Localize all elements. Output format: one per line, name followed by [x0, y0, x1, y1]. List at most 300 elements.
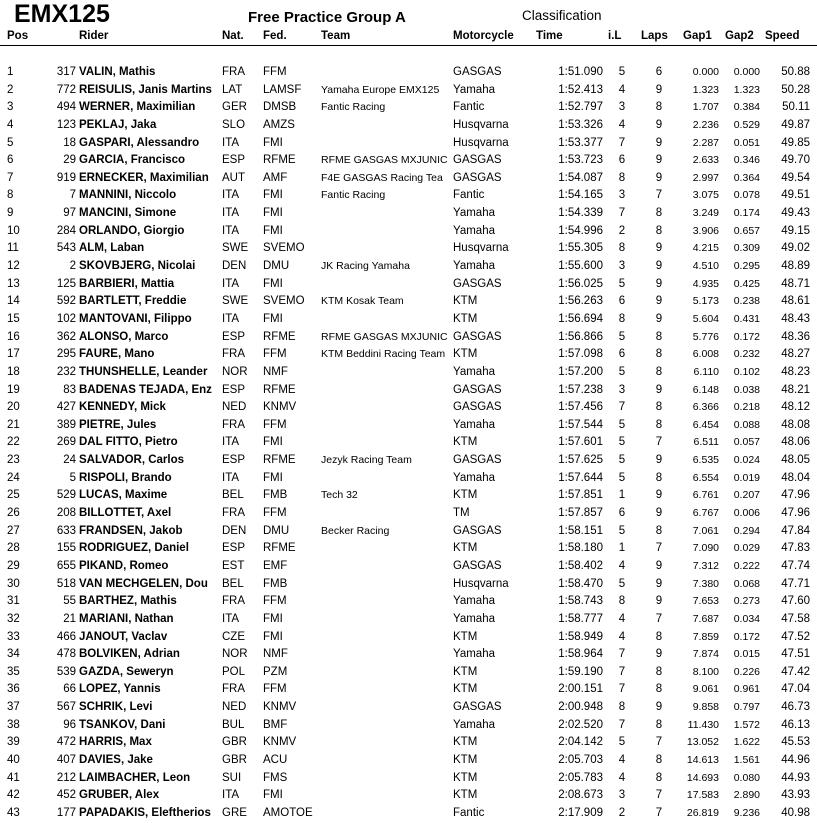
cell-time: 1:57.625 — [558, 454, 603, 467]
cell-gap1: 1.707 — [692, 101, 719, 114]
cell-gap1: 13.052 — [686, 736, 719, 749]
cell-pos: 9 — [7, 207, 14, 220]
cell-rider-name: SCHRIK, Levi — [79, 701, 153, 714]
cell-pos: 34 — [7, 648, 20, 661]
table-row — [0, 152, 817, 170]
cell-il: 4 — [618, 771, 626, 784]
cell-laps: 8 — [655, 524, 663, 537]
cell-motorcycle: Fantic — [453, 101, 485, 114]
cell-rider-number: 24 — [63, 454, 76, 467]
cell-rider-number: 295 — [56, 348, 76, 361]
cell-federation: FMI — [263, 612, 283, 625]
cell-rider-name: BILLOTTET, Axel — [79, 507, 172, 520]
cell-laps: 9 — [655, 136, 663, 149]
cell-time: 2:08.673 — [558, 789, 603, 802]
cell-rider-name: ERNECKER, Maximilian — [79, 171, 209, 184]
cell-pos: 29 — [7, 559, 20, 572]
cell-time: 2:00.948 — [558, 701, 603, 714]
cell-gap1: 2.633 — [692, 154, 719, 167]
cell-rider-number: 529 — [56, 489, 76, 502]
cell-gap1: 5.776 — [692, 330, 719, 343]
cell-rider-number: 389 — [56, 418, 76, 431]
document-type: Classification — [522, 8, 602, 23]
cell-motorcycle: KTM — [453, 771, 478, 784]
header-pos: Pos — [7, 30, 29, 42]
cell-rider-number: 7 — [69, 189, 76, 202]
cell-motorcycle: Yamaha — [453, 207, 495, 220]
cell-motorcycle: Yamaha — [453, 418, 495, 431]
cell-federation: SVEMO — [263, 242, 305, 255]
cell-rider-number: 269 — [56, 436, 76, 449]
cell-il: 4 — [618, 630, 626, 643]
cell-team: Jezyk Racing Team — [321, 454, 412, 467]
cell-motorcycle: GASGAS — [453, 383, 502, 396]
cell-laps: 9 — [655, 312, 663, 325]
cell-il: 4 — [618, 559, 626, 572]
cell-rider-name: DAVIES, Jake — [79, 753, 153, 766]
cell-gap1: 4.935 — [692, 277, 719, 290]
cell-gap1: 0.000 — [692, 66, 719, 78]
cell-time: 1:53.377 — [558, 136, 603, 149]
table-row — [0, 770, 817, 788]
cell-rider-number: 96 — [63, 718, 76, 731]
cell-laps: 9 — [655, 648, 663, 661]
cell-team: F4E GASGAS Racing Tea — [321, 171, 443, 184]
cell-speed: 47.74 — [781, 559, 810, 572]
cell-time: 2:04.142 — [558, 736, 603, 749]
table-row — [0, 487, 817, 505]
cell-laps: 9 — [655, 595, 663, 608]
cell-speed: 47.42 — [781, 665, 810, 678]
cell-pos: 7 — [7, 171, 14, 184]
cell-rider-name: RODRIGUEZ, Daniel — [79, 542, 189, 555]
cell-pos: 38 — [7, 718, 20, 731]
cell-gap2: 9.236 — [733, 806, 760, 819]
cell-pos: 26 — [7, 507, 20, 520]
cell-team: Becker Racing — [321, 524, 390, 537]
cell-laps: 8 — [655, 683, 663, 696]
cell-pos: 3 — [7, 101, 14, 114]
cell-laps: 7 — [655, 436, 663, 449]
cell-gap2: 0.078 — [733, 189, 760, 202]
cell-motorcycle: GASGAS — [453, 401, 502, 414]
cell-federation: FMI — [263, 224, 283, 237]
cell-nationality: EST — [222, 559, 245, 572]
cell-laps: 9 — [655, 277, 663, 290]
cell-speed: 44.93 — [781, 771, 810, 784]
series-title: EMX125 — [14, 0, 110, 28]
cell-gap1: 7.312 — [692, 559, 719, 572]
cell-time: 1:58.180 — [558, 542, 603, 555]
table-row — [0, 135, 817, 153]
cell-gap2: 0.038 — [733, 383, 760, 396]
cell-federation: AMF — [263, 171, 288, 184]
cell-il: 6 — [618, 154, 626, 167]
cell-rider-number: 18 — [63, 136, 76, 149]
cell-rider-number: 494 — [56, 101, 76, 114]
cell-speed: 49.70 — [781, 154, 810, 167]
cell-gap2: 0.102 — [733, 365, 760, 378]
cell-rider-name: GAZDA, Seweryn — [79, 665, 174, 678]
cell-motorcycle: Yamaha — [453, 224, 495, 237]
table-row — [0, 664, 817, 682]
cell-federation: FMI — [263, 189, 283, 202]
cell-motorcycle: KTM — [453, 683, 478, 696]
cell-gap2: 0.174 — [733, 207, 760, 220]
cell-nationality: ESP — [222, 542, 246, 555]
cell-team: RFME GASGAS MXJUNIC — [321, 154, 448, 167]
cell-rider-number: 772 — [56, 83, 76, 96]
cell-gap2: 0.019 — [733, 471, 760, 484]
cell-pos: 40 — [7, 753, 20, 766]
cell-nationality: FRA — [222, 348, 245, 361]
cell-rider-number: 177 — [56, 806, 76, 819]
cell-laps: 7 — [655, 612, 663, 625]
cell-speed: 50.11 — [782, 101, 810, 114]
cell-nationality: ITA — [222, 312, 240, 325]
cell-rider-number: 919 — [56, 171, 76, 184]
cell-nationality: ESP — [222, 154, 246, 167]
cell-motorcycle: KTM — [453, 348, 478, 361]
cell-rider-name: GARCIA, Francisco — [79, 154, 186, 167]
cell-rider-name: RISPOLI, Brando — [79, 471, 172, 484]
cell-federation: RFME — [263, 154, 296, 167]
cell-time: 1:54.165 — [558, 189, 603, 202]
table-row — [0, 629, 817, 647]
cell-pos: 5 — [7, 136, 14, 149]
cell-il: 7 — [618, 718, 626, 731]
cell-rider-number: 2 — [69, 260, 76, 273]
cell-il: 5 — [618, 524, 626, 537]
cell-nationality: NED — [222, 401, 247, 414]
cell-laps: 9 — [655, 577, 663, 590]
cell-laps: 8 — [655, 630, 663, 643]
cell-nationality: GRE — [222, 806, 247, 819]
cell-pos: 13 — [7, 277, 20, 290]
cell-speed: 49.43 — [781, 207, 810, 220]
cell-gap2: 0.226 — [733, 665, 760, 678]
cell-speed: 47.04 — [781, 683, 810, 696]
cell-time: 1:57.601 — [558, 436, 603, 449]
cell-gap2: 0.006 — [733, 507, 760, 520]
cell-pos: 37 — [7, 701, 20, 714]
cell-il: 5 — [618, 365, 626, 378]
cell-federation: FMI — [263, 312, 283, 325]
cell-il: 7 — [618, 683, 626, 696]
cell-il: 8 — [618, 701, 626, 714]
cell-nationality: ITA — [222, 207, 240, 220]
cell-gap1: 9.858 — [692, 701, 719, 714]
cell-federation: FMS — [263, 771, 288, 784]
cell-rider-number: 543 — [56, 242, 76, 255]
cell-speed: 47.83 — [781, 542, 810, 555]
cell-rider-number: 317 — [56, 66, 76, 78]
cell-rider-name: LUCAS, Maxime — [79, 489, 168, 502]
cell-rider-number: 539 — [56, 665, 76, 678]
cell-rider-number: 29 — [63, 154, 76, 167]
cell-motorcycle: Yamaha — [453, 648, 495, 661]
cell-il: 7 — [618, 665, 626, 678]
cell-il: 3 — [618, 260, 626, 273]
cell-pos: 33 — [7, 630, 20, 643]
cell-pos: 19 — [7, 383, 20, 396]
cell-laps: 7 — [655, 806, 663, 819]
cell-gap2: 1.622 — [733, 736, 760, 749]
cell-team: Fantic Racing — [321, 101, 386, 114]
cell-gap2: 0.797 — [733, 701, 760, 714]
cell-pos: 1 — [7, 66, 14, 78]
cell-nationality: FRA — [222, 66, 245, 78]
cell-time: 2:05.783 — [558, 771, 603, 784]
cell-speed: 50.28 — [781, 83, 810, 96]
cell-gap2: 0.088 — [733, 418, 760, 431]
cell-gap2: 0.015 — [733, 648, 760, 661]
cell-gap2: 0.218 — [733, 401, 760, 414]
cell-gap2: 1.323 — [733, 83, 760, 96]
cell-federation: KNMV — [263, 736, 297, 749]
cell-laps: 9 — [655, 295, 663, 308]
cell-nationality: NOR — [222, 365, 248, 378]
cell-laps: 9 — [655, 454, 663, 467]
table-row — [0, 223, 817, 241]
cell-gap2: 0.057 — [733, 436, 760, 449]
cell-speed: 48.43 — [781, 312, 810, 325]
cell-laps: 8 — [655, 471, 663, 484]
cell-nationality: DEN — [222, 524, 247, 537]
cell-pos: 32 — [7, 612, 20, 625]
cell-speed: 49.02 — [781, 242, 810, 255]
cell-rider-name: BARBIERI, Mattia — [79, 277, 175, 290]
cell-team: KTM Beddini Racing Team — [321, 348, 446, 361]
cell-time: 1:58.743 — [558, 595, 603, 608]
cell-laps: 9 — [655, 154, 663, 167]
cell-speed: 48.08 — [781, 418, 810, 431]
cell-federation: FFM — [263, 507, 287, 520]
cell-time: 1:57.200 — [558, 365, 603, 378]
cell-rider-number: 212 — [56, 771, 76, 784]
cell-pos: 11 — [7, 242, 19, 255]
cell-rider-name: ALM, Laban — [79, 242, 145, 255]
cell-pos: 41 — [7, 771, 20, 784]
cell-gap1: 7.653 — [692, 595, 719, 608]
cell-rider-name: TSANKOV, Dani — [79, 718, 166, 731]
cell-rider-number: 125 — [56, 277, 76, 290]
cell-motorcycle: KTM — [453, 295, 478, 308]
cell-rider-name: VALIN, Mathis — [79, 66, 156, 78]
cell-pos: 30 — [7, 577, 20, 590]
cell-nationality: GER — [222, 101, 247, 114]
cell-speed: 50.88 — [781, 66, 810, 78]
cell-time: 1:52.797 — [558, 101, 603, 114]
cell-time: 1:56.694 — [558, 312, 603, 325]
cell-team: Tech 32 — [321, 489, 358, 502]
cell-time: 1:56.263 — [558, 295, 603, 308]
table-row — [0, 805, 817, 823]
cell-motorcycle: GASGAS — [453, 330, 502, 343]
cell-rider-name: PIKAND, Romeo — [79, 559, 169, 572]
cell-rider-name: HARRIS, Max — [79, 736, 152, 749]
cell-motorcycle: Yamaha — [453, 595, 495, 608]
cell-pos: 21 — [7, 418, 20, 431]
cell-team: RFME GASGAS MXJUNIC — [321, 330, 448, 343]
cell-federation: KNMV — [263, 701, 297, 714]
cell-rider-name: PAPADAKIS, Eleftherios — [79, 806, 211, 819]
cell-gap2: 0.080 — [733, 771, 760, 784]
table-row — [0, 117, 817, 135]
table-row — [0, 540, 817, 558]
cell-team: KTM Kosak Team — [321, 295, 404, 308]
cell-pos: 10 — [7, 224, 20, 237]
cell-nationality: FRA — [222, 683, 245, 696]
table-row — [0, 717, 817, 735]
cell-speed: 47.51 — [781, 648, 810, 661]
cell-pos: 25 — [7, 489, 20, 502]
cell-gap1: 6.366 — [692, 401, 719, 414]
cell-time: 1:52.413 — [558, 83, 603, 96]
cell-rider-name: VAN MECHGELEN, Dou — [79, 577, 208, 590]
table-row — [0, 452, 817, 470]
cell-laps: 8 — [655, 418, 663, 431]
cell-federation: RFME — [263, 454, 296, 467]
cell-gap2: 0.232 — [733, 348, 760, 361]
cell-motorcycle: KTM — [453, 665, 478, 678]
cell-rider-name: FAURE, Mano — [79, 348, 155, 361]
cell-speed: 48.21 — [781, 383, 810, 396]
table-row — [0, 523, 817, 541]
cell-motorcycle: KTM — [453, 753, 478, 766]
cell-rider-name: LAIMBACHER, Leon — [79, 771, 191, 784]
cell-speed: 48.05 — [781, 454, 810, 467]
cell-il: 7 — [618, 648, 626, 661]
cell-speed: 48.27 — [781, 348, 810, 361]
header-nat: Nat. — [222, 30, 244, 42]
cell-nationality: ITA — [222, 612, 240, 625]
table-row — [0, 417, 817, 435]
cell-speed: 47.71 — [781, 577, 810, 590]
cell-gap2: 0.346 — [733, 154, 760, 167]
cell-rider-number: 478 — [56, 648, 76, 661]
table-row — [0, 329, 817, 347]
table-row — [0, 311, 817, 329]
table-row — [0, 399, 817, 417]
cell-time: 2:02.520 — [558, 718, 603, 731]
cell-il: 8 — [618, 312, 626, 325]
cell-pos: 20 — [7, 401, 20, 414]
table-row — [0, 752, 817, 770]
cell-rider-name: BARTHEZ, Mathis — [79, 595, 177, 608]
cell-il: 3 — [618, 101, 626, 114]
cell-gap2: 0.961 — [733, 683, 760, 696]
cell-pos: 16 — [7, 330, 20, 343]
cell-il: 8 — [618, 595, 626, 608]
cell-gap1: 3.249 — [692, 207, 719, 220]
cell-speed: 46.13 — [781, 718, 810, 731]
cell-nationality: FRA — [222, 418, 245, 431]
cell-rider-name: DAL FITTO, Pietro — [79, 436, 178, 449]
cell-rider-number: 21 — [63, 612, 76, 625]
cell-il: 8 — [618, 242, 626, 255]
cell-speed: 47.96 — [781, 489, 810, 502]
cell-gap2: 0.238 — [733, 295, 760, 308]
cell-speed: 49.54 — [781, 171, 810, 184]
cell-speed: 48.23 — [781, 365, 810, 378]
cell-gap2: 0.034 — [733, 612, 760, 625]
table-row — [0, 170, 817, 188]
cell-speed: 47.60 — [781, 595, 810, 608]
cell-il: 1 — [618, 542, 626, 555]
cell-nationality: ITA — [222, 277, 240, 290]
cell-gap1: 4.215 — [692, 242, 719, 255]
cell-pos: 43 — [7, 806, 20, 819]
cell-rider-name: MANNINI, Niccolo — [79, 189, 177, 202]
cell-motorcycle: GASGAS — [453, 277, 502, 290]
cell-motorcycle: KTM — [453, 630, 478, 643]
cell-rider-name: MANTOVANI, Filippo — [79, 312, 192, 325]
cell-nationality: SUI — [222, 771, 242, 784]
cell-rider-name: SALVADOR, Carlos — [79, 454, 185, 467]
cell-il: 5 — [618, 736, 626, 749]
cell-il: 8 — [618, 171, 626, 184]
cell-federation: RFME — [263, 383, 296, 396]
cell-time: 1:56.866 — [558, 330, 603, 343]
cell-federation: DMU — [263, 524, 290, 537]
cell-gap1: 5.173 — [692, 295, 719, 308]
cell-gap1: 6.454 — [692, 418, 719, 431]
cell-motorcycle: GASGAS — [453, 559, 502, 572]
cell-time: 1:58.964 — [558, 648, 603, 661]
cell-nationality: ITA — [222, 789, 240, 802]
cell-gap2: 0.024 — [733, 454, 760, 467]
cell-nationality: ITA — [222, 471, 240, 484]
cell-laps: 6 — [655, 66, 663, 78]
cell-il: 3 — [618, 383, 626, 396]
cell-gap2: 0.068 — [733, 577, 760, 590]
cell-rider-name: JANOUT, Vaclav — [79, 630, 168, 643]
cell-speed: 40.98 — [781, 806, 810, 819]
cell-pos: 28 — [7, 542, 20, 555]
cell-nationality: ESP — [222, 454, 246, 467]
cell-speed: 49.85 — [781, 136, 810, 149]
cell-pos: 18 — [7, 365, 20, 378]
cell-time: 1:54.996 — [558, 224, 603, 237]
cell-federation: ACU — [263, 753, 288, 766]
cell-speed: 48.71 — [781, 277, 810, 290]
cell-speed: 46.73 — [781, 701, 810, 714]
cell-rider-name: ALONSO, Marco — [79, 330, 169, 343]
table-row — [0, 205, 817, 223]
cell-gap2: 1.561 — [733, 753, 760, 766]
cell-pos: 27 — [7, 524, 20, 537]
cell-motorcycle: Fantic — [453, 189, 485, 202]
cell-speed: 45.53 — [781, 736, 810, 749]
cell-laps: 9 — [655, 118, 663, 131]
cell-laps: 9 — [655, 507, 663, 520]
cell-time: 1:58.777 — [558, 612, 603, 625]
cell-speed: 49.15 — [781, 224, 810, 237]
cell-motorcycle: GASGAS — [453, 66, 502, 78]
cell-motorcycle: KTM — [453, 736, 478, 749]
cell-pos: 2 — [7, 83, 14, 96]
cell-time: 1:57.238 — [558, 383, 603, 396]
cell-gap1: 2.287 — [692, 136, 719, 149]
cell-motorcycle: Husqvarna — [453, 242, 509, 255]
cell-nationality: ITA — [222, 136, 240, 149]
cell-speed: 44.96 — [781, 753, 810, 766]
cell-pos: 39 — [7, 736, 20, 749]
cell-il: 2 — [618, 224, 626, 237]
cell-gap1: 8.100 — [692, 665, 719, 678]
cell-il: 5 — [618, 418, 626, 431]
